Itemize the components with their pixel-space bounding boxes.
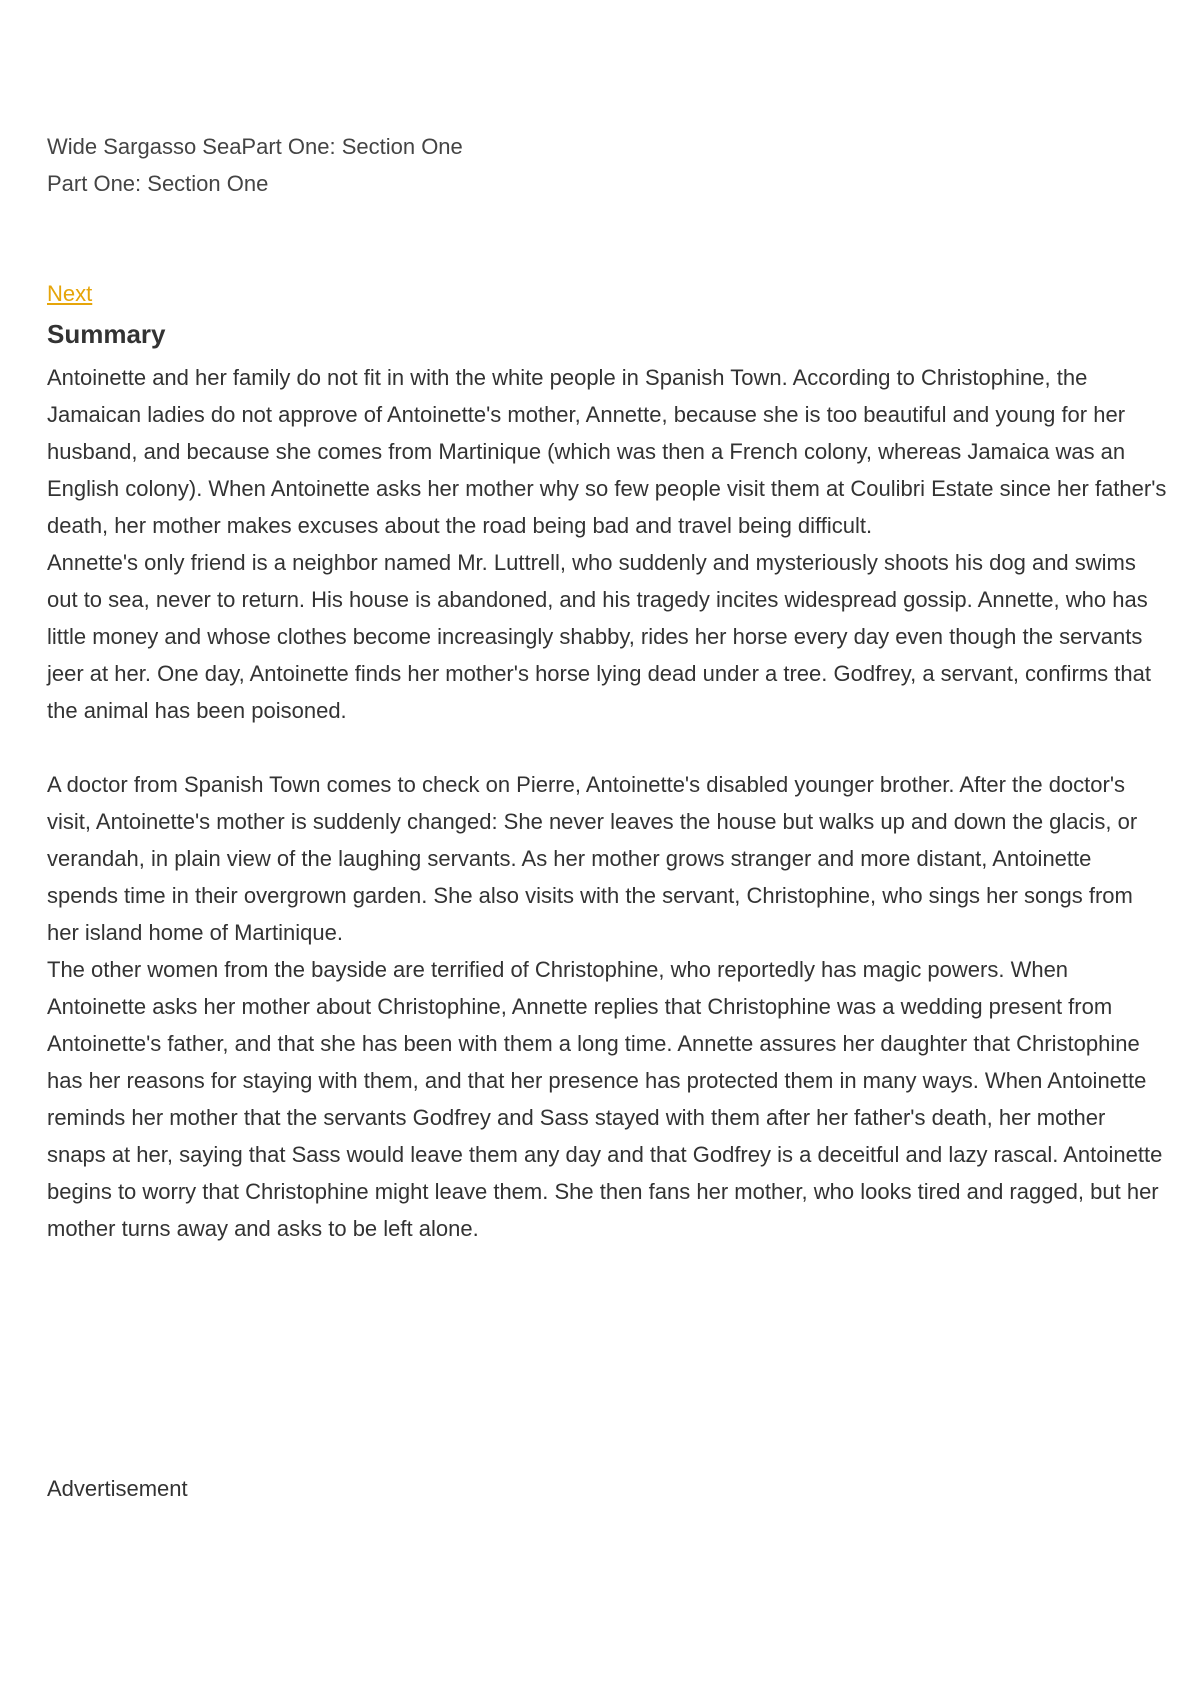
summary-heading: Summary (47, 319, 166, 349)
summary-paragraph: Annette's only friend is a neighbor named Mr. Luttrell, who suddenly and mysteriously shoots his dog and swims out to sea, never to return. His house is abandoned, and his tragedy incites widespread gossip. Annette, who has little money and whose clothes become increasingly shabby, rides her horse every day even though the servants jeer at her. One day, Antoinette finds her mother's horse lying dead under a tree. Godfrey, a servant, confirms that the animal has been poisoned. (47, 550, 1151, 723)
breadcrumb: Wide Sargasso SeaPart One: Section One (47, 134, 463, 159)
next-link[interactable]: Next (47, 281, 93, 306)
advertisement-label: Advertisement (47, 1476, 188, 1501)
summary-paragraph: A doctor from Spanish Town comes to check on Pierre, Antoinette's disabled younger brother. After the doctor's visit, Antoinette's mother is suddenly changed: She never leaves the house but walks up and down the glacis, or verandah, in plain view of the laughing servants. As her mother grows stranger and more distant, Antoinette spends time in their overgrown garden. She also visits with the servant, Christophine, who sings her songs from her island home of Martinique. (47, 772, 1138, 945)
summary-paragraph: The other women from the bayside are terrified of Christophine, who reportedly has magic powers. When Antoinette asks her mother about Christophine, Annette replies that Christophine was a wedding present from Antoinette's father, and that she has been with them a long time. Annette assures her daughter that Christophine has her reasons for staying with them, and that her presence has protected them in many ways. When Antoinette reminds her mother that the servants Godfrey and Sass stayed with them after her father's death, her mother snaps at her, saying that Sass would leave them any day and that Godfrey is a deceitful and lazy rascal. Antoinette begins to worry that Christophine might leave them. She then fans her mother, who looks tired and ragged, but her mother turns away and asks to be left alone. (47, 957, 1163, 1241)
summary-paragraph: Antoinette and her family do not fit in with the white people in Spanish Town. According to Christophine, the Jamaican ladies do not approve of Antoinette's mother, Annette, because she is too beautiful and young for her husband, and because she comes from Martinique (which was then a French colony, whereas Jamaica was an English colony). When Antoinette asks her mother why so few people visit them at Coulibri Estate since her father's death, her mother makes excuses about the road being bad and travel being difficult. (47, 365, 1167, 538)
summary-body (47, 359, 1167, 1247)
section-subtitle: Part One: Section One (47, 171, 269, 196)
